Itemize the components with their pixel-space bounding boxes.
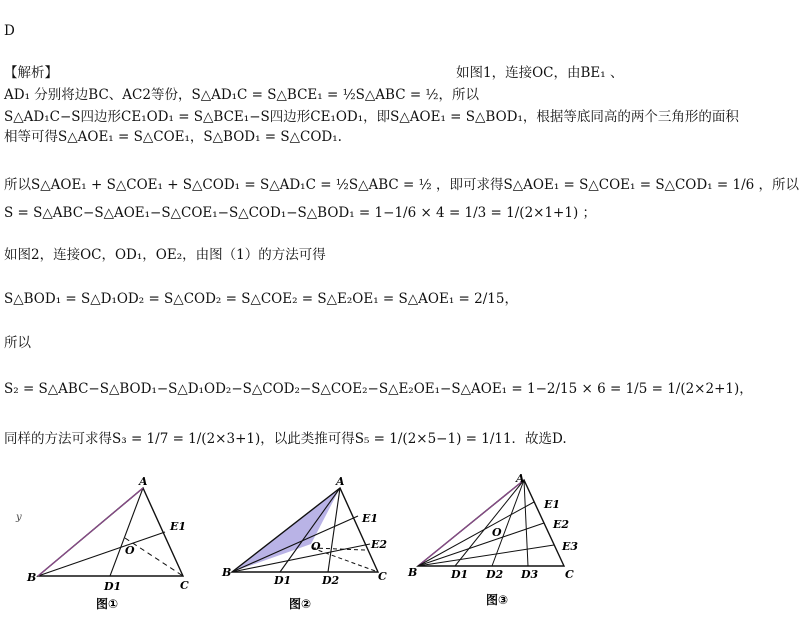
fig2-label-e2: E2 [371,538,388,551]
fig2-label-e1: E1 [362,512,379,525]
fig1-be1 [38,532,165,576]
analysis-line-5: 所以S△AOE₁ + S△COE₁ + S△COD₁ = S△AD₁C = ½S△ABC = ½ ，即可求得S△AOE₁ = S△COE₁ = S△COD₁ = 1/6 ，所以 [4,177,799,193]
fig3-label-o: O [492,526,502,539]
fig3-label-d3: D3 [521,568,539,581]
analysis-line-1: 如图1，连接OC，由BE₁ 、 [456,65,624,81]
answer-letter: D [4,23,15,39]
fig3-label-d2: D2 [486,568,504,581]
figure-3 [407,472,578,581]
fig3-label-e3: E3 [562,540,579,553]
analysis-line-3: S△AD₁C−S四边形CE₁OD₁ = S△BCE₁−S四边形CE₁OD₁，即S△AOE₁ = S△BOD₁，根据等底同高的两个三角形的面积 [4,109,739,125]
fig1-triangle [38,488,183,576]
fig1-label-c: C [180,579,189,592]
fig3-label-a: A [516,472,525,485]
fig3-label-d1: D1 [451,568,469,581]
fig2-label-o: O [311,540,321,553]
fig3-be2 [418,523,544,566]
fig2-label-b: B [222,566,232,579]
fig1-label-o: O [125,544,135,557]
fig3-label-e1: E1 [544,498,561,511]
fig3-label-c: C [565,568,574,581]
fig3-triangle [418,480,564,566]
fig1-label-a: A [139,475,148,488]
analysis-line-7: 如图2，连接OC，OD₁，OE₂，由图（1）的方法可得 [4,247,326,263]
fig3-label-b: B [408,566,418,579]
fig3-caption: 图③ [486,593,509,607]
fig3-ad3 [524,480,528,566]
fig1-caption: 图① [96,597,119,611]
analysis-line-6: S = S△ABC−S△AOE₁−S△COE₁−S△COD₁−S△BOD₁ = 1−1/6 × 4 = 1/3 = 1/(2×1+1) ； [4,205,597,221]
fig3-ad1 [455,480,524,566]
analysis-line-10: S₂ = S△ABC−S△BOD₁−S△D₁OD₂−S△COD₂−S△COE₂−S△E₂OE₁−S△AOE₁ = 1−2/15 × 6 = 1/5 = 1/(2×2+1)， [4,381,753,397]
figure-1 [15,475,189,593]
fig2-caption: 图② [289,597,312,611]
analysis-line-8: S△BOD₁ = S△D₁OD₂ = S△COD₂ = S△COE₂ = S△E₂OE₁ = S△AOE₁ = 2/15， [4,291,518,307]
figures-svg [0,470,630,635]
fig3-be1 [418,502,534,566]
fig3-label-e2: E2 [553,518,570,531]
figure-2 [221,475,387,587]
analysis-line-9: 所以 [4,335,31,351]
fig1-label-b: B [27,571,37,584]
fig1-ab [38,488,143,576]
fig1-label-d1: D1 [104,580,122,593]
analysis-tag: 【解析】 [4,65,58,81]
fig2-label-a: A [336,475,345,488]
analysis-line-11: 同样的方法可求得S₃ = 1/7 = 1/(2×3+1)，以此类推可得S₅ = 1/(2×5−1) = 1/11．故选D. [4,431,567,447]
fig2-label-d1: D1 [274,574,292,587]
fig3-be3 [418,545,554,566]
fig2-label-d2: D2 [322,574,340,587]
analysis-line-4: 相等可得S△AOE₁ = S△COE₁，S△BOD₁ = S△COD₁. [4,129,342,145]
fig1-label-e1: E1 [170,520,187,533]
fig1-y-label: y [16,512,22,523]
analysis-line-2: AD₁ 分别将边BC、AC2等份，S△AD₁C = S△BCE₁ = ½S△ABC = ½，所以 [4,87,480,103]
fig2-label-c: C [378,570,387,583]
